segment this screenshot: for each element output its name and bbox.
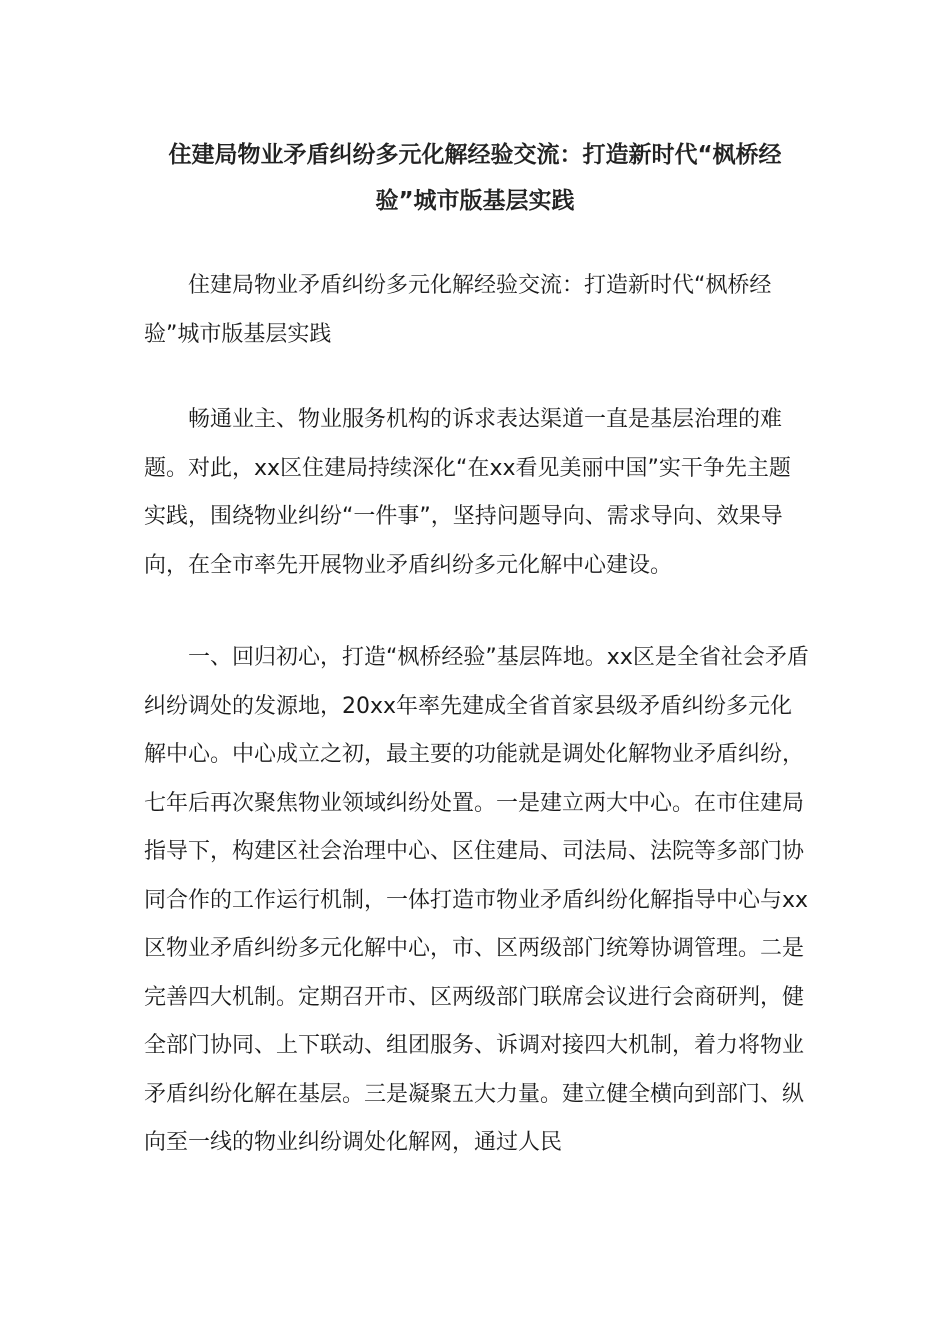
paragraph-section-one: 一、回归初心，打造“枫桥经验”基层阵地。xx区是全省社会矛盾纠纷调处的发源地，20xx年率先建成全省首家县级矛盾纠纷多元化解中心。中心成立之初，最主要的功能就是调处化解物业矛盾纠纷，七年后再次聚焦物业领域纠纷处置。一是建立两大中心。在市住建局指导下，构建区社会治理中心、区住建局、司法局、法院等多部门协同合作的工作运行机制，一体打造市物业矛盾纠纷化解指导中心与xx区物业矛盾纠纷多元化解中心，市、区两级部门统筹协调管理。二是完善四大机制。定期召开市、区两级部门联席会议进行会商研判，健全部门协同、上下联动、组团服务、诉调对接四大机制，着力将物业矛盾纠纷化解在基层。三是凝聚五大力量。建立健全横向到部门、纵向至一线的物业纠纷调处化解网，通过人民 xyxy=(144,645,809,1155)
paragraph-title-repeat: 住建局物业矛盾纠纷多元化解经验交流：打造新时代“枫桥经验”城市版基层实践 xyxy=(144,273,772,347)
document-title: 住建局物业矛盾纠纷多元化解经验交流：打造新时代“枫桥经验”城市版基层实践 xyxy=(168,142,782,214)
paragraph-intro: 畅通业主、物业服务机构的诉求表达渠道一直是基层治理的难题。对此，xx区住建局持续深化“在xx看见美丽中国”实干争先主题实践，围绕物业纠纷“一件事”，坚持问题导向、需求导向、效果导向，在全市率先开展物业矛盾纠纷多元化解中心建设。 xyxy=(144,407,791,578)
